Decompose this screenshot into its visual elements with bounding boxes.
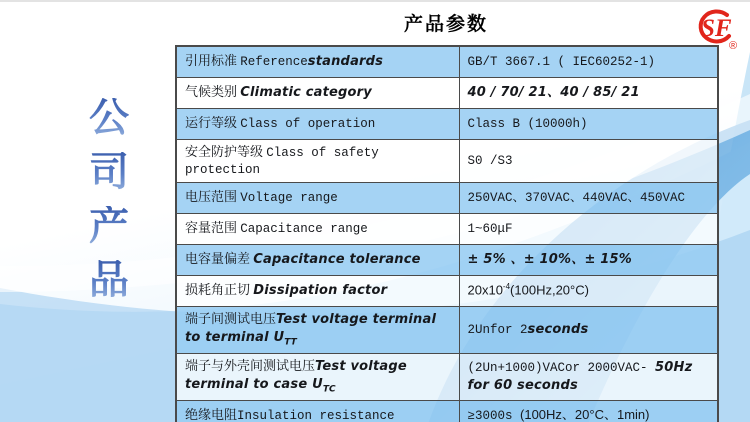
text-segment: TC <box>322 384 336 395</box>
table-row <box>176 77 718 108</box>
text-segment: Dissipation factor <box>253 283 388 299</box>
text-segment: 容量范围 <box>185 220 241 236</box>
text-segment: 端子间测试电压 <box>185 311 277 326</box>
value-cell <box>459 245 718 276</box>
text-segment: 2Un <box>467 323 491 338</box>
parameter-cell <box>176 354 459 401</box>
text-segment: (100Hz,20°C) <box>510 282 589 298</box>
text-segment: TT <box>284 337 297 348</box>
page-title: 产品参数 <box>403 13 488 35</box>
sidebar-char-3: 产 <box>89 203 129 249</box>
logo-registered-mark: ® <box>729 40 738 52</box>
text-segment: 损耗角正切 <box>185 282 254 298</box>
text-segment: 250VAC、370VAC、440VAC、450VAC <box>467 191 686 206</box>
parameter-cell <box>176 307 459 354</box>
text-segment: 引用标准 <box>185 52 241 68</box>
parameters-table <box>175 45 719 422</box>
text-segment: standards <box>307 53 384 69</box>
text-segment: seconds <box>527 322 589 338</box>
sidebar-char-2: 司 <box>89 149 129 195</box>
table-row <box>176 108 718 139</box>
text-segment: Capacitance tolerance <box>253 252 421 268</box>
text-segment: 绝缘电阻 <box>185 407 238 422</box>
text-segment: Test voltage terminal to case U <box>185 359 407 393</box>
text-segment: Class B (10000h) <box>467 116 588 131</box>
text-segment: ± 5% 、± 10%、± 15% <box>467 252 632 268</box>
text-segment: Voltage range <box>240 191 338 206</box>
text-segment: 40 / 70/ 21、40 / 85/ 21 <box>467 84 640 100</box>
text-segment: Insulation resistance <box>237 409 395 422</box>
text-segment: (100Hz、20°C、1min) <box>520 407 650 422</box>
value-cell <box>459 108 718 139</box>
parameter-cell <box>176 214 459 245</box>
table-row <box>176 276 718 307</box>
text-segment: Class of safety protection <box>185 145 379 177</box>
parameter-cell <box>176 276 459 307</box>
parameter-cell <box>176 77 459 108</box>
sidebar-vertical-title <box>86 95 132 303</box>
text-segment: (2Un+1000)VACor 2000VAC- <box>467 361 656 376</box>
parameter-cell <box>176 139 459 183</box>
text-segment: Class of operation <box>240 116 376 131</box>
text-segment: 运行等级 <box>185 114 241 130</box>
text-segment: GB/T 3667.1 ( IEC60252-1) <box>467 55 656 70</box>
parameter-cell <box>176 108 459 139</box>
table-row <box>176 214 718 245</box>
table-row <box>176 354 718 401</box>
text-segment: Test voltage terminal to terminal U <box>185 312 437 345</box>
text-segment: 气候类别 <box>185 83 241 99</box>
text-segment: S0 /S3 <box>467 154 513 169</box>
text-segment: 50Hz for 60 seconds <box>467 360 693 394</box>
value-cell <box>459 46 718 77</box>
text-segment: Capacitance range <box>240 222 368 237</box>
text-segment: Climatic category <box>240 84 372 100</box>
table-row <box>176 139 718 183</box>
parameter-cell <box>176 245 459 276</box>
text-segment: 安全防护等级 <box>185 143 267 159</box>
text-segment: ≥3000s <box>467 409 521 422</box>
text-segment: -4 <box>502 282 511 292</box>
value-cell <box>459 183 718 214</box>
logo-text: SF <box>701 15 732 42</box>
text-segment: 1~60μF <box>467 222 513 237</box>
parameter-cell <box>176 401 459 422</box>
table-row <box>176 307 718 354</box>
table-row <box>176 245 718 276</box>
value-cell <box>459 307 718 354</box>
value-cell <box>459 214 718 245</box>
parameter-cell <box>176 183 459 214</box>
table-row <box>176 401 718 422</box>
parameter-cell <box>176 46 459 77</box>
value-cell <box>459 401 718 422</box>
text-segment: 电容量偏差 <box>185 251 254 267</box>
sidebar-char-4: 品 <box>89 257 129 303</box>
text-segment: 端子与外壳间测试电压 <box>185 358 316 374</box>
text-segment: 20x10 <box>467 282 503 298</box>
value-cell <box>459 354 718 401</box>
text-segment: 电压范围 <box>185 189 241 205</box>
value-cell <box>459 276 718 307</box>
table-row <box>176 183 718 214</box>
table-row <box>176 46 718 77</box>
value-cell <box>459 77 718 108</box>
value-cell <box>459 139 718 183</box>
text-segment: for 2 <box>490 323 528 338</box>
text-segment: Reference <box>240 54 308 69</box>
sidebar-char-1: 公 <box>89 95 129 141</box>
